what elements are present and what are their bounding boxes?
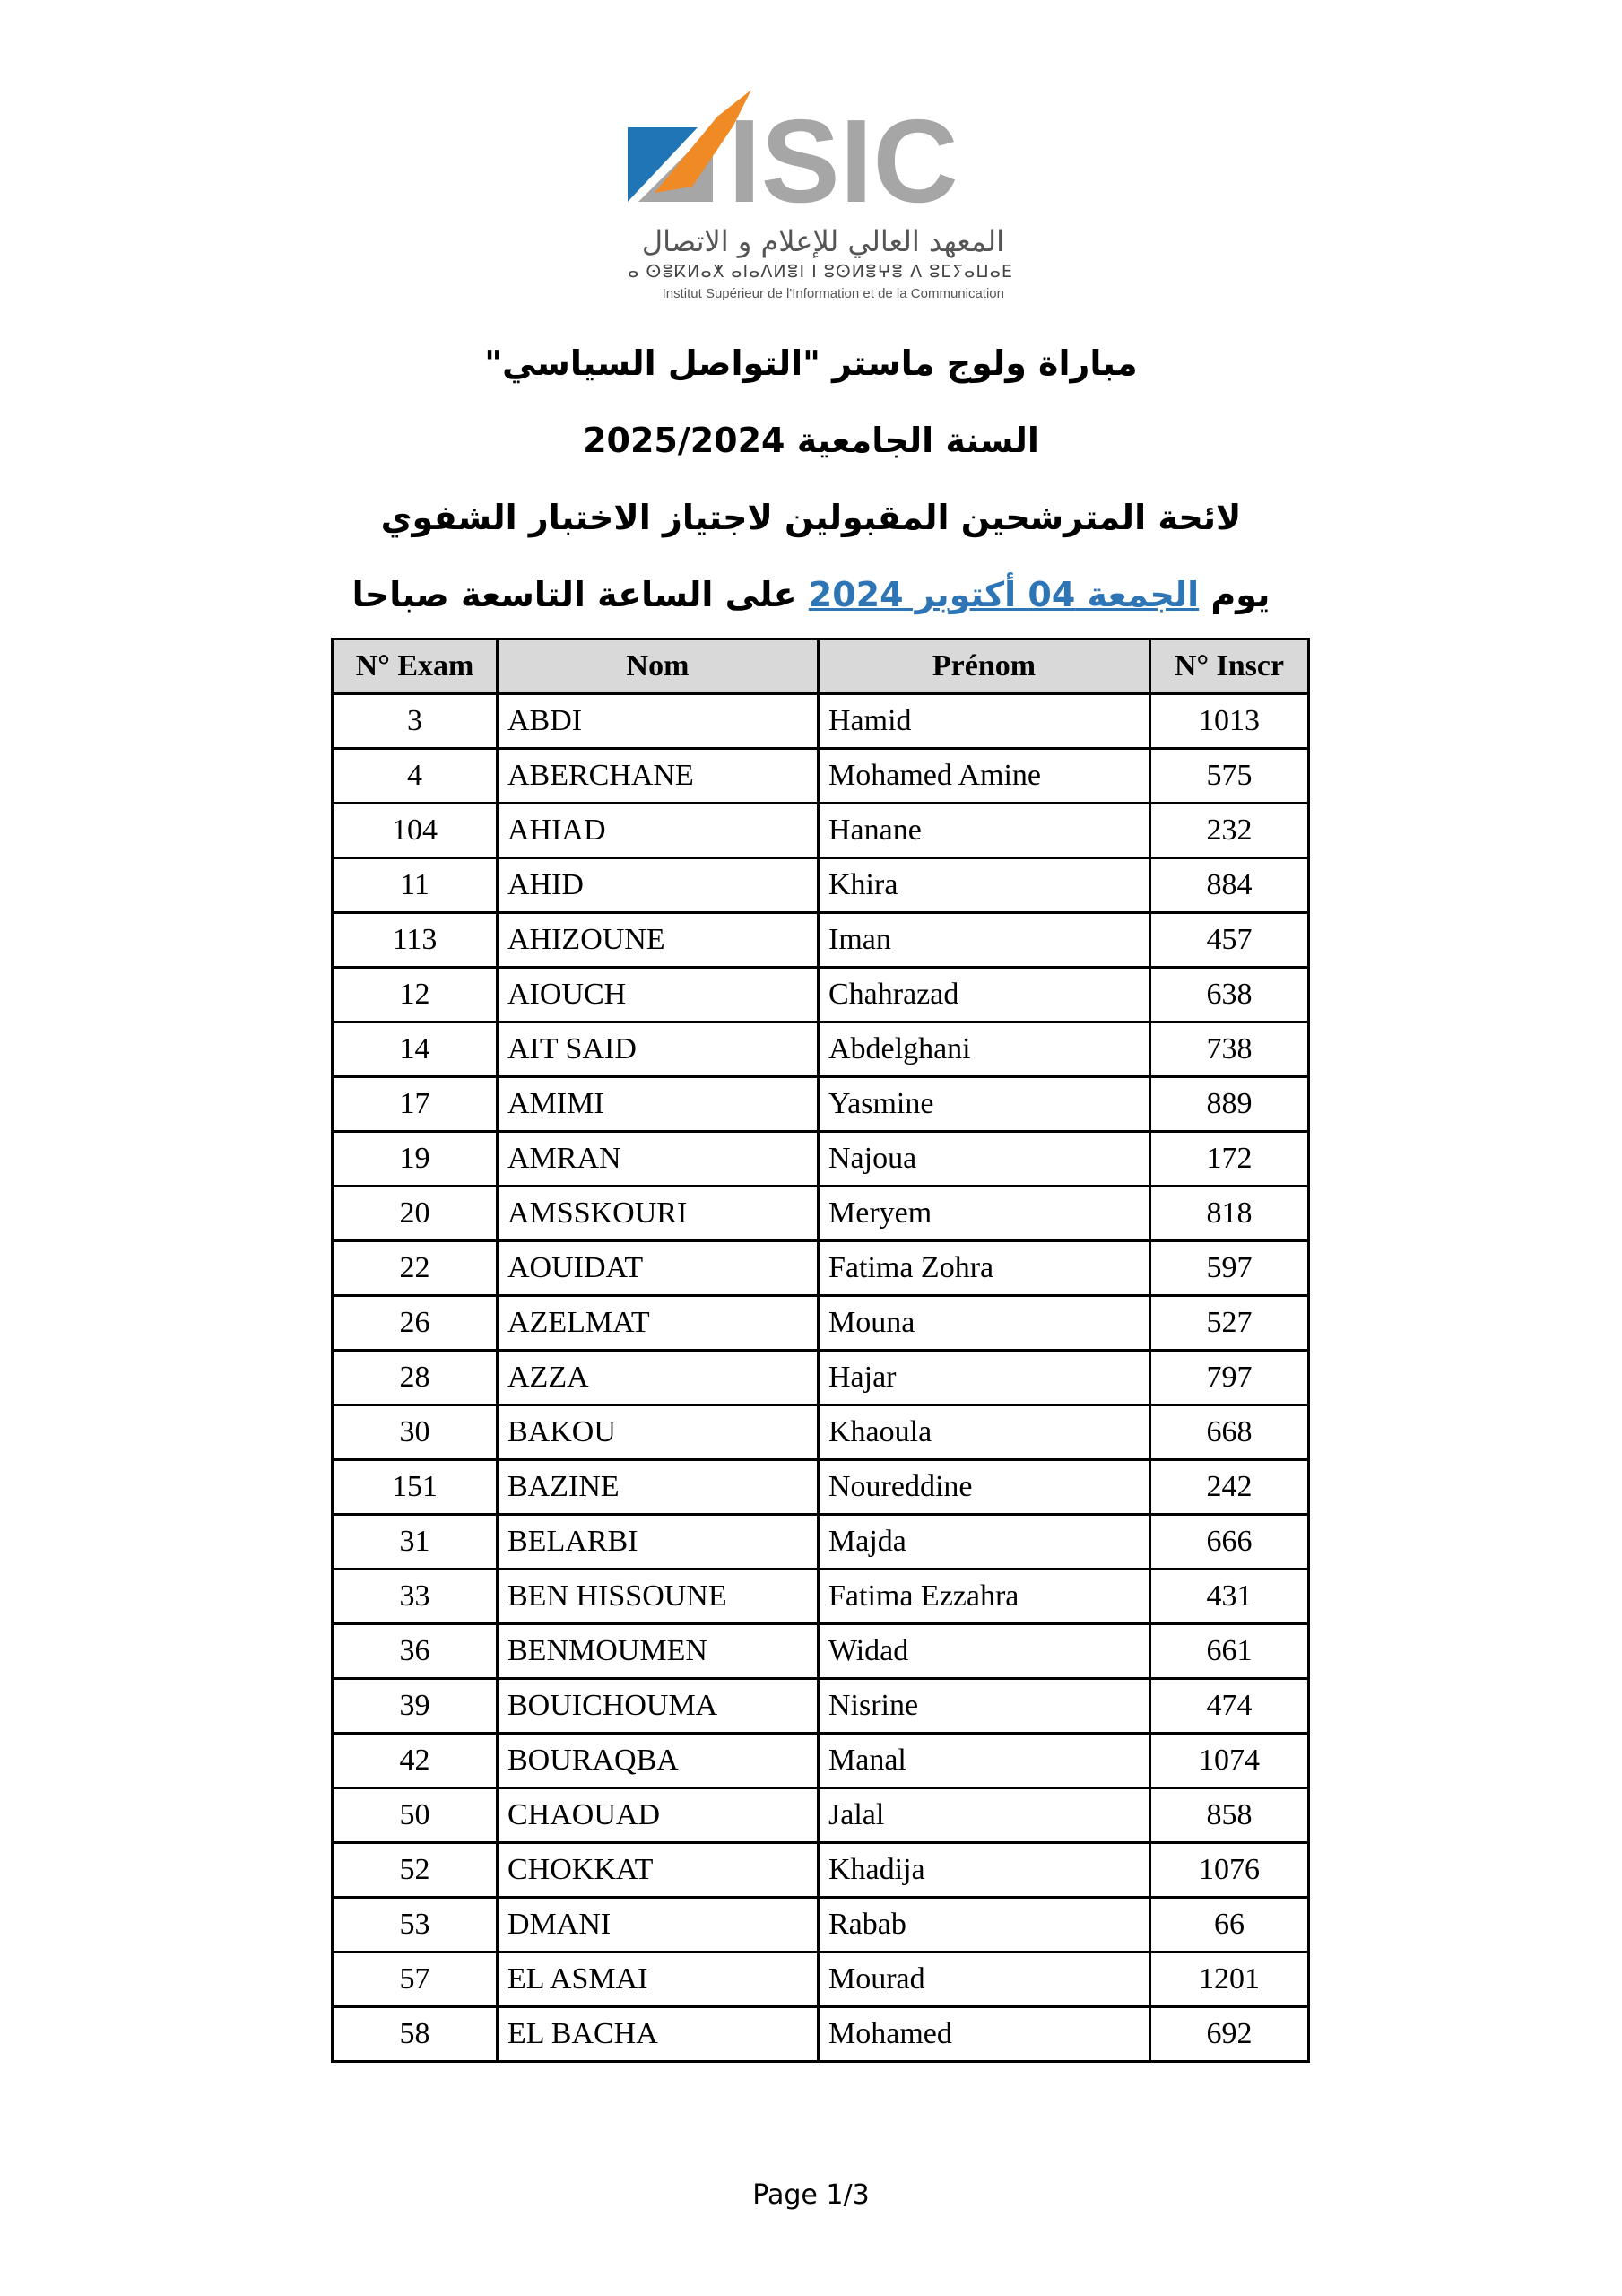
table-row: [333, 804, 1309, 858]
first-name-cell: Majda: [819, 1515, 1150, 1570]
table-row: [333, 1296, 1309, 1351]
last-name-cell: BEN HISSOUNE: [498, 1570, 819, 1624]
registration-number-cell: 692: [1150, 2007, 1309, 2062]
logo-tifinagh-name: ⴰ ⵙⴻⴽⵍⴰⵅ ⴰⵏⴰⴷⵍⴻⵏ ⵏ ⵓⵙⵍⴻⵖⴻ ⴷ ⵓⵎⵢⴰⵡⴰⴹ: [628, 262, 1013, 282]
candidates-table: [331, 638, 1310, 2063]
registration-number-cell: 66: [1150, 1898, 1309, 1952]
registration-number-cell: 232: [1150, 804, 1309, 858]
table-row: [333, 1515, 1309, 1570]
last-name-cell: BOUICHOUMA: [498, 1679, 819, 1734]
first-name-cell: Hajar: [819, 1351, 1150, 1405]
first-name-cell: Hanane: [819, 804, 1150, 858]
last-name-cell: ABDI: [498, 694, 819, 749]
last-name-cell: AHID: [498, 858, 819, 913]
registration-number-cell: 457: [1150, 913, 1309, 968]
exam-number-cell: 4: [333, 749, 498, 804]
registration-number-cell: 638: [1150, 968, 1309, 1022]
exam-date-prefix: يوم: [1210, 575, 1271, 614]
first-name-cell: Mouna: [819, 1296, 1150, 1351]
registration-number-cell: 797: [1150, 1351, 1309, 1405]
last-name-cell: AIT SAID: [498, 1022, 819, 1077]
registration-number-cell: 575: [1150, 749, 1309, 804]
first-name-cell: Abdelghani: [819, 1022, 1150, 1077]
table-body: [333, 694, 1309, 2062]
table-row: [333, 694, 1309, 749]
isic-logo-mark: [628, 90, 1004, 224]
exam-number-cell: 11: [333, 858, 498, 913]
registration-number-cell: 889: [1150, 1077, 1309, 1132]
academic-year: السنة الجامعية 2025/2024: [583, 421, 1039, 460]
logo-brand-text: ISIC: [728, 95, 958, 224]
exam-number-cell: 50: [333, 1788, 498, 1843]
table-row: [333, 1405, 1309, 1460]
last-name-cell: AOUIDAT: [498, 1241, 819, 1296]
column-header-inscr: N° Inscr: [1150, 639, 1309, 694]
last-name-cell: AHIAD: [498, 804, 819, 858]
exam-number-cell: 33: [333, 1570, 498, 1624]
registration-number-cell: 474: [1150, 1679, 1309, 1734]
first-name-cell: Hamid: [819, 694, 1150, 749]
first-name-cell: Iman: [819, 913, 1150, 968]
last-name-cell: BOURAQBA: [498, 1734, 819, 1788]
registration-number-cell: 172: [1150, 1132, 1309, 1187]
table-row: [333, 1460, 1309, 1515]
table-row: [333, 1679, 1309, 1734]
first-name-cell: Najoua: [819, 1132, 1150, 1187]
table-row: [333, 913, 1309, 968]
exam-number-cell: 26: [333, 1296, 498, 1351]
last-name-cell: AMSSKOURI: [498, 1187, 819, 1241]
table-row: [333, 2007, 1309, 2062]
registration-number-cell: 527: [1150, 1296, 1309, 1351]
first-name-cell: Mohamed: [819, 2007, 1150, 2062]
exam-number-cell: 58: [333, 2007, 498, 2062]
last-name-cell: AHIZOUNE: [498, 913, 819, 968]
table-row: [333, 968, 1309, 1022]
first-name-cell: Yasmine: [819, 1077, 1150, 1132]
table-row: [333, 1788, 1309, 1843]
last-name-cell: AMRAN: [498, 1132, 819, 1187]
registration-number-cell: 661: [1150, 1624, 1309, 1679]
table-row: [333, 1734, 1309, 1788]
logo-arabic-name: المعهد العالي للإعلام و الاتصال: [641, 224, 1004, 258]
last-name-cell: ABERCHANE: [498, 749, 819, 804]
exam-number-cell: 151: [333, 1460, 498, 1515]
table-row: [333, 858, 1309, 913]
first-name-cell: Nisrine: [819, 1679, 1150, 1734]
first-name-cell: Fatima Ezzahra: [819, 1570, 1150, 1624]
table-row: [333, 1022, 1309, 1077]
table-row: [333, 749, 1309, 804]
exam-number-cell: 30: [333, 1405, 498, 1460]
exam-number-cell: 14: [333, 1022, 498, 1077]
last-name-cell: CHOKKAT: [498, 1843, 819, 1898]
registration-number-cell: 818: [1150, 1187, 1309, 1241]
exam-title: مباراة ولوج ماستر "التواصل السياسي": [484, 344, 1138, 383]
first-name-cell: Widad: [819, 1624, 1150, 1679]
last-name-cell: AZELMAT: [498, 1296, 819, 1351]
registration-number-cell: 858: [1150, 1788, 1309, 1843]
isic-logo: [628, 90, 1013, 309]
document-header: [0, 325, 1622, 633]
registration-number-cell: 884: [1150, 858, 1309, 913]
registration-number-cell: 1074: [1150, 1734, 1309, 1788]
exam-number-cell: 53: [333, 1898, 498, 1952]
exam-number-cell: 42: [333, 1734, 498, 1788]
list-title: لائحة المترشحين المقبولين لاجتياز الاختبار الشفوي: [380, 498, 1242, 537]
first-name-cell: Noureddine: [819, 1460, 1150, 1515]
exam-number-cell: 17: [333, 1077, 498, 1132]
last-name-cell: BELARBI: [498, 1515, 819, 1570]
first-name-cell: Khira: [819, 858, 1150, 913]
registration-number-cell: 1076: [1150, 1843, 1309, 1898]
table-header-row: [333, 639, 1309, 694]
exam-date-line: [0, 556, 1622, 633]
column-header-nom: Nom: [498, 639, 819, 694]
exam-number-cell: 57: [333, 1952, 498, 2007]
registration-number-cell: 242: [1150, 1460, 1309, 1515]
exam-number-cell: 12: [333, 968, 498, 1022]
exam-number-cell: 22: [333, 1241, 498, 1296]
exam-number-cell: 28: [333, 1351, 498, 1405]
exam-number-cell: 52: [333, 1843, 498, 1898]
first-name-cell: Chahrazad: [819, 968, 1150, 1022]
exam-number-cell: 113: [333, 913, 498, 968]
logo-french-name: Institut Supérieur de l'Information et de la Communication: [662, 286, 1004, 301]
last-name-cell: AMIMI: [498, 1077, 819, 1132]
column-header-prenom: Prénom: [819, 639, 1150, 694]
registration-number-cell: 666: [1150, 1515, 1309, 1570]
column-header-exam: N° Exam: [333, 639, 498, 694]
table-row: [333, 1241, 1309, 1296]
exam-date-link[interactable]: الجمعة 04 أكتوبر 2024: [808, 575, 1200, 614]
table-row: [333, 1570, 1309, 1624]
table-row: [333, 1624, 1309, 1679]
exam-number-cell: 104: [333, 804, 498, 858]
table-row: [333, 1351, 1309, 1405]
registration-number-cell: 1201: [1150, 1952, 1309, 2007]
last-name-cell: EL BACHA: [498, 2007, 819, 2062]
exam-number-cell: 36: [333, 1624, 498, 1679]
last-name-cell: AIOUCH: [498, 968, 819, 1022]
first-name-cell: Khaoula: [819, 1405, 1150, 1460]
exam-number-cell: 39: [333, 1679, 498, 1734]
exam-time: على الساعة التاسعة صباحا: [351, 575, 797, 614]
table-row: [333, 1077, 1309, 1132]
table-row: [333, 1187, 1309, 1241]
last-name-cell: BAZINE: [498, 1460, 819, 1515]
registration-number-cell: 431: [1150, 1570, 1309, 1624]
first-name-cell: Mohamed Amine: [819, 749, 1150, 804]
first-name-cell: Manal: [819, 1734, 1150, 1788]
first-name-cell: Khadija: [819, 1843, 1150, 1898]
first-name-cell: Fatima Zohra: [819, 1241, 1150, 1296]
last-name-cell: EL ASMAI: [498, 1952, 819, 2007]
registration-number-cell: 668: [1150, 1405, 1309, 1460]
first-name-cell: Meryem: [819, 1187, 1150, 1241]
first-name-cell: Rabab: [819, 1898, 1150, 1952]
registration-number-cell: 1013: [1150, 694, 1309, 749]
page-number: Page 1/3: [752, 2179, 870, 2211]
last-name-cell: BAKOU: [498, 1405, 819, 1460]
last-name-cell: AZZA: [498, 1351, 819, 1405]
registration-number-cell: 597: [1150, 1241, 1309, 1296]
first-name-cell: Mourad: [819, 1952, 1150, 2007]
first-name-cell: Jalal: [819, 1788, 1150, 1843]
last-name-cell: BENMOUMEN: [498, 1624, 819, 1679]
exam-number-cell: 31: [333, 1515, 498, 1570]
table-row: [333, 1132, 1309, 1187]
last-name-cell: CHAOUAD: [498, 1788, 819, 1843]
exam-number-cell: 20: [333, 1187, 498, 1241]
table-row: [333, 1843, 1309, 1898]
last-name-cell: DMANI: [498, 1898, 819, 1952]
registration-number-cell: 738: [1150, 1022, 1309, 1077]
exam-number-cell: 3: [333, 694, 498, 749]
exam-number-cell: 19: [333, 1132, 498, 1187]
table-row: [333, 1952, 1309, 2007]
table-row: [333, 1898, 1309, 1952]
